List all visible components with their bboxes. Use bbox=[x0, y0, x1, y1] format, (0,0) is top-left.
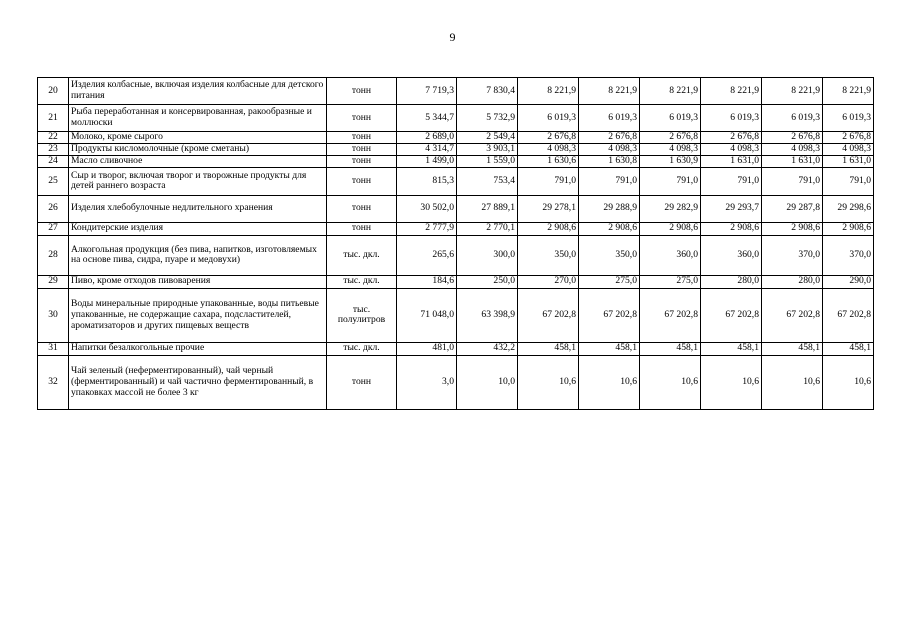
value-cell: 481,0 bbox=[397, 342, 457, 355]
product-name: Сыр и творог, включая творог и творожные продукты для детей раннего возраста bbox=[69, 167, 327, 195]
value-cell: 6 019,3 bbox=[579, 105, 640, 132]
row-number: 23 bbox=[38, 143, 69, 155]
row-number: 20 bbox=[38, 78, 69, 105]
value-cell: 432,2 bbox=[457, 342, 518, 355]
value-cell: 458,1 bbox=[518, 342, 579, 355]
value-cell: 458,1 bbox=[640, 342, 701, 355]
value-cell: 265,6 bbox=[397, 235, 457, 275]
value-cell: 10,0 bbox=[457, 355, 518, 409]
value-cell: 8 221,9 bbox=[701, 78, 762, 105]
row-number: 25 bbox=[38, 167, 69, 195]
unit-of-measure: тонн bbox=[327, 78, 397, 105]
table-body bbox=[38, 78, 874, 410]
product-name: Изделия хлебобулочные недлительного хранения bbox=[69, 195, 327, 222]
value-cell: 791,0 bbox=[823, 167, 874, 195]
table-row bbox=[38, 288, 874, 342]
row-number: 32 bbox=[38, 355, 69, 409]
unit-of-measure: тонн bbox=[327, 143, 397, 155]
value-cell: 29 293,7 bbox=[701, 195, 762, 222]
unit-of-measure: тонн bbox=[327, 105, 397, 132]
value-cell: 2 676,8 bbox=[579, 132, 640, 144]
value-cell: 791,0 bbox=[579, 167, 640, 195]
table-row bbox=[38, 167, 874, 195]
value-cell: 67 202,8 bbox=[579, 288, 640, 342]
value-cell: 791,0 bbox=[762, 167, 823, 195]
value-cell: 2 676,8 bbox=[701, 132, 762, 144]
product-name: Воды минеральные природные упакованные, воды питьевые упакованные, не содержащие сахара, подсластителей, ароматизаторов и других пищевых веществ bbox=[69, 288, 327, 342]
value-cell: 29 278,1 bbox=[518, 195, 579, 222]
value-cell: 791,0 bbox=[701, 167, 762, 195]
value-cell: 290,0 bbox=[823, 275, 874, 288]
value-cell: 4 098,3 bbox=[579, 143, 640, 155]
value-cell: 250,0 bbox=[457, 275, 518, 288]
value-cell: 2 549,4 bbox=[457, 132, 518, 144]
value-cell: 300,0 bbox=[457, 235, 518, 275]
table-row bbox=[38, 275, 874, 288]
value-cell: 67 202,8 bbox=[640, 288, 701, 342]
value-cell: 63 398,9 bbox=[457, 288, 518, 342]
value-cell: 2 908,6 bbox=[518, 222, 579, 235]
table-row bbox=[38, 235, 874, 275]
unit-of-measure: тыс. дкл. bbox=[327, 275, 397, 288]
value-cell: 1 630,6 bbox=[518, 155, 579, 167]
value-cell: 2 908,6 bbox=[579, 222, 640, 235]
value-cell: 2 908,6 bbox=[762, 222, 823, 235]
value-cell: 4 098,3 bbox=[640, 143, 701, 155]
value-cell: 2 676,8 bbox=[762, 132, 823, 144]
value-cell: 4 314,7 bbox=[397, 143, 457, 155]
value-cell: 6 019,3 bbox=[640, 105, 701, 132]
product-name: Напитки безалкогольные прочие bbox=[69, 342, 327, 355]
value-cell: 4 098,3 bbox=[823, 143, 874, 155]
row-number: 30 bbox=[38, 288, 69, 342]
unit-of-measure: тыс. дкл. bbox=[327, 342, 397, 355]
value-cell: 4 098,3 bbox=[518, 143, 579, 155]
value-cell: 67 202,8 bbox=[762, 288, 823, 342]
table-row bbox=[38, 355, 874, 409]
table-row bbox=[38, 195, 874, 222]
value-cell: 2 908,6 bbox=[640, 222, 701, 235]
production-table bbox=[37, 77, 874, 410]
value-cell: 791,0 bbox=[518, 167, 579, 195]
value-cell: 10,6 bbox=[640, 355, 701, 409]
value-cell: 1 630,8 bbox=[579, 155, 640, 167]
value-cell: 8 221,9 bbox=[823, 78, 874, 105]
value-cell: 2 770,1 bbox=[457, 222, 518, 235]
value-cell: 5 732,9 bbox=[457, 105, 518, 132]
row-number: 31 bbox=[38, 342, 69, 355]
value-cell: 10,6 bbox=[701, 355, 762, 409]
value-cell: 3,0 bbox=[397, 355, 457, 409]
value-cell: 29 282,9 bbox=[640, 195, 701, 222]
value-cell: 29 288,9 bbox=[579, 195, 640, 222]
value-cell: 4 098,3 bbox=[701, 143, 762, 155]
value-cell: 360,0 bbox=[701, 235, 762, 275]
row-number: 28 bbox=[38, 235, 69, 275]
value-cell: 30 502,0 bbox=[397, 195, 457, 222]
table-row bbox=[38, 342, 874, 355]
value-cell: 5 344,7 bbox=[397, 105, 457, 132]
value-cell: 458,1 bbox=[823, 342, 874, 355]
value-cell: 458,1 bbox=[701, 342, 762, 355]
row-number: 24 bbox=[38, 155, 69, 167]
table-row bbox=[38, 105, 874, 132]
value-cell: 1 631,0 bbox=[701, 155, 762, 167]
value-cell: 275,0 bbox=[579, 275, 640, 288]
value-cell: 8 221,9 bbox=[762, 78, 823, 105]
value-cell: 2 777,9 bbox=[397, 222, 457, 235]
product-name: Изделия колбасные, включая изделия колбасные для детского питания bbox=[69, 78, 327, 105]
value-cell: 2 676,8 bbox=[640, 132, 701, 144]
value-cell: 10,6 bbox=[579, 355, 640, 409]
value-cell: 275,0 bbox=[640, 275, 701, 288]
value-cell: 4 098,3 bbox=[762, 143, 823, 155]
value-cell: 2 908,6 bbox=[701, 222, 762, 235]
value-cell: 753,4 bbox=[457, 167, 518, 195]
unit-of-measure: тонн bbox=[327, 355, 397, 409]
product-name: Продукты кисломолочные (кроме сметаны) bbox=[69, 143, 327, 155]
table-row bbox=[38, 132, 874, 144]
value-cell: 6 019,3 bbox=[762, 105, 823, 132]
row-number: 21 bbox=[38, 105, 69, 132]
value-cell: 458,1 bbox=[579, 342, 640, 355]
value-cell: 29 287,8 bbox=[762, 195, 823, 222]
value-cell: 71 048,0 bbox=[397, 288, 457, 342]
unit-of-measure: тыс. полулитров bbox=[327, 288, 397, 342]
value-cell: 1 631,0 bbox=[762, 155, 823, 167]
value-cell: 8 221,9 bbox=[518, 78, 579, 105]
value-cell: 2 689,0 bbox=[397, 132, 457, 144]
product-name: Рыба переработанная и консервированная, ракообразные и моллюски bbox=[69, 105, 327, 132]
product-name: Масло сливочное bbox=[69, 155, 327, 167]
unit-of-measure: тонн bbox=[327, 222, 397, 235]
value-cell: 67 202,8 bbox=[823, 288, 874, 342]
value-cell: 270,0 bbox=[518, 275, 579, 288]
row-number: 22 bbox=[38, 132, 69, 144]
value-cell: 3 903,1 bbox=[457, 143, 518, 155]
row-number: 26 bbox=[38, 195, 69, 222]
value-cell: 29 298,6 bbox=[823, 195, 874, 222]
value-cell: 8 221,9 bbox=[579, 78, 640, 105]
unit-of-measure: тонн bbox=[327, 195, 397, 222]
unit-of-measure: тонн bbox=[327, 167, 397, 195]
value-cell: 7 719,3 bbox=[397, 78, 457, 105]
value-cell: 370,0 bbox=[823, 235, 874, 275]
value-cell: 1 499,0 bbox=[397, 155, 457, 167]
value-cell: 360,0 bbox=[640, 235, 701, 275]
value-cell: 6 019,3 bbox=[701, 105, 762, 132]
value-cell: 350,0 bbox=[579, 235, 640, 275]
value-cell: 67 202,8 bbox=[518, 288, 579, 342]
unit-of-measure: тонн bbox=[327, 132, 397, 144]
value-cell: 2 676,8 bbox=[518, 132, 579, 144]
product-name: Кондитерские изделия bbox=[69, 222, 327, 235]
product-name: Молоко, кроме сырого bbox=[69, 132, 327, 144]
value-cell: 815,3 bbox=[397, 167, 457, 195]
value-cell: 1 630,9 bbox=[640, 155, 701, 167]
table-row bbox=[38, 155, 874, 167]
table-row bbox=[38, 143, 874, 155]
table-row bbox=[38, 78, 874, 105]
value-cell: 458,1 bbox=[762, 342, 823, 355]
unit-of-measure: тыс. дкл. bbox=[327, 235, 397, 275]
value-cell: 2 676,8 bbox=[823, 132, 874, 144]
value-cell: 27 889,1 bbox=[457, 195, 518, 222]
value-cell: 10,6 bbox=[518, 355, 579, 409]
table-row bbox=[38, 222, 874, 235]
value-cell: 350,0 bbox=[518, 235, 579, 275]
value-cell: 10,6 bbox=[823, 355, 874, 409]
value-cell: 6 019,3 bbox=[823, 105, 874, 132]
unit-of-measure: тонн bbox=[327, 155, 397, 167]
value-cell: 280,0 bbox=[762, 275, 823, 288]
value-cell: 280,0 bbox=[701, 275, 762, 288]
value-cell: 791,0 bbox=[640, 167, 701, 195]
value-cell: 184,6 bbox=[397, 275, 457, 288]
value-cell: 8 221,9 bbox=[640, 78, 701, 105]
value-cell: 1 631,0 bbox=[823, 155, 874, 167]
value-cell: 7 830,4 bbox=[457, 78, 518, 105]
row-number: 27 bbox=[38, 222, 69, 235]
value-cell: 6 019,3 bbox=[518, 105, 579, 132]
value-cell: 67 202,8 bbox=[701, 288, 762, 342]
value-cell: 10,6 bbox=[762, 355, 823, 409]
value-cell: 2 908,6 bbox=[823, 222, 874, 235]
product-name: Алкогольная продукция (без пива, напитков, изготовляемых на основе пива, сидра, пуаре и медовухи) bbox=[69, 235, 327, 275]
row-number: 29 bbox=[38, 275, 69, 288]
value-cell: 370,0 bbox=[762, 235, 823, 275]
product-name: Чай зеленый (неферментированный), чай черный (ферментированный) и чай частично ферментированный, в упаковках массой не более 3 кг bbox=[69, 355, 327, 409]
product-name: Пиво, кроме отходов пивоварения bbox=[69, 275, 327, 288]
page-number: 9 bbox=[449, 30, 456, 44]
value-cell: 1 559,0 bbox=[457, 155, 518, 167]
